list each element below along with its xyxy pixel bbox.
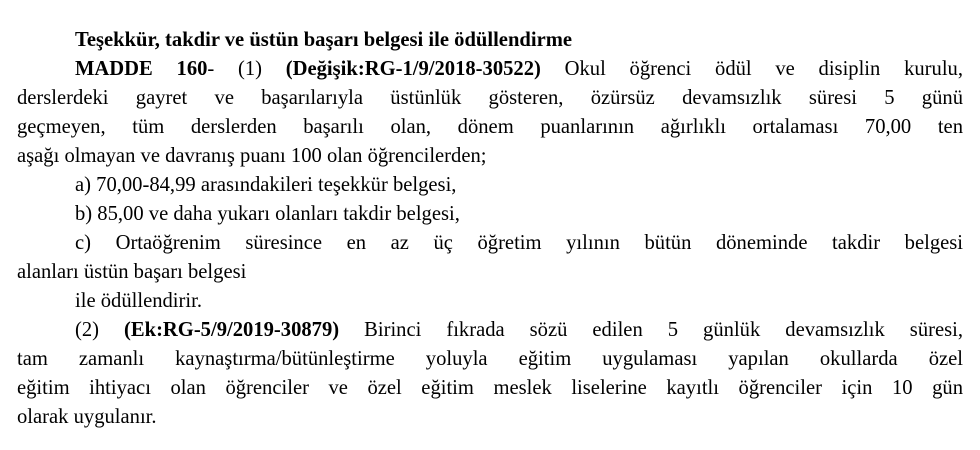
regulation-document [17,26,963,432]
paragraph-1-line-4: aşağı olmayan ve davranış puanı 100 olan öğrencilerden; [17,145,487,167]
paragraph-2-line-2: tam zamanlı kaynaştırma/bütünleştirme yoluyla eğitim uygulaması yapılan okullarda özel [17,348,963,370]
paragraph-2-number: (2) [75,319,125,341]
list-item-c-line-1: c) Ortaöğrenim süresince en az üç öğretim yılının bütün döneminde takdir belgesi [75,232,963,254]
paragraph-2-line-3: eğitim ihtiyacı olan öğrenciler ve özel eğitim meslek liselerine kayıtlı öğrenciler için 10 gün [17,377,963,399]
paragraph-2-line-1 [17,316,963,345]
madde-separator: - (1) [207,58,286,80]
closing-line: ile ödüllendirir. [75,290,202,312]
list-item-c-line-2: alanları üstün başarı belgesi [17,261,247,283]
article-heading: Teşekkür, takdir ve üstün başarı belgesi ile ödüllendirme [75,29,573,51]
paragraph-2-text: Birinci fıkrada sözü edilen 5 günlük devamsızlık süresi, [339,319,963,341]
amendment-note-2: (Ek:RG-5/9/2019-30879) [124,319,340,341]
paragraph-1-line-2: derslerdeki gayret ve başarılarıyla üstünlük gösteren, özürsüz devamsızlık süresi 5 günü [17,87,963,109]
amendment-note-1: (Değişik:RG-1/9/2018-30522) [285,58,541,80]
paragraph-2-line-4: olarak uygulanır. [17,406,157,428]
paragraph-1-text: Okul öğrenci ödül ve disiplin kurulu, [540,58,963,80]
paragraph-1-line-1 [17,55,963,84]
list-item-a: a) 70,00-84,99 arasındakileri teşekkür belgesi, [75,174,457,196]
madde-label: MADDE 160 [75,58,208,80]
paragraph-1-line-3: geçmeyen, tüm derslerden başarılı olan, dönem puanlarının ağırlıklı ortalaması 70,00 ten [17,116,963,138]
list-item-b: b) 85,00 ve daha yukarı olanları takdir belgesi, [75,203,460,225]
